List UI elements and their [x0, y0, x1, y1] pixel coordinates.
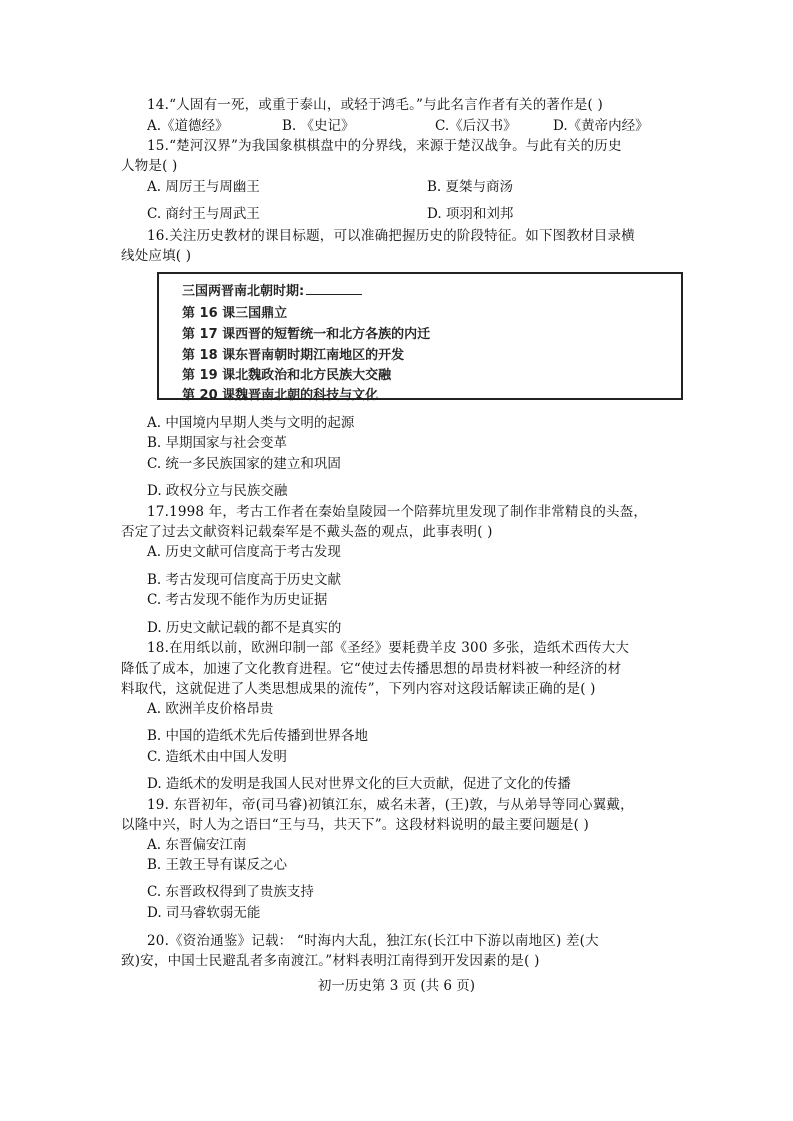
q14-option-d: D.《黄帝内经》 — [553, 118, 649, 134]
q18-stem-line1: 18.在用纸以前，欧洲印制一部《圣经》要耗费羊皮 300 多张，造纸术西传大大 — [147, 640, 630, 656]
q16-option-a: A. 中国境内早期人类与文明的起源 — [147, 415, 355, 431]
q18-option-a: A. 欧洲羊皮价格昂贵 — [147, 701, 274, 717]
q19-stem-line1: 19. 东晋初年，帝(司马睿)初镇江东，威名未著，(王)敦，与从弟导等同心翼戴， — [147, 797, 634, 813]
q15-option-b: B. 夏桀与商汤 — [427, 179, 514, 195]
contents-item: 第 20 课魏晋南北朝的科技与文化 — [182, 388, 379, 403]
contents-heading — [182, 280, 362, 299]
answer-blank — [306, 282, 362, 295]
q16-option-c: C. 统一多民族国家的建立和巩固 — [147, 456, 341, 472]
q15-stem-line1: 15.“楚河汉界”为我国象棋棋盘中的分界线，来源于楚汉战争。与此有关的历史 — [147, 138, 622, 154]
q15-option-d: D. 项羽和刘邦 — [427, 206, 514, 222]
q20-stem-line2: 致)安，中国士民避乱者多南渡江。”材料表明江南得到开发因素的是( ) — [121, 953, 540, 969]
contents-item: 第 16 课三国鼎立 — [182, 306, 288, 321]
q16-option-d: D. 政权分立与民族交融 — [147, 483, 288, 499]
q19-option-b: B. 王敦王导有谋反之心 — [147, 857, 288, 873]
q14-option-b: B. 《史记》 — [282, 118, 355, 134]
q14-option-a: A.《道德经》 — [147, 118, 229, 134]
q16-stem-line1: 16.关注历史教材的课目标题，可以准确把握历史的阶段特征。如下图教材目录横 — [147, 228, 635, 244]
q15-option-a: A. 周厉王与周幽王 — [147, 179, 260, 195]
q20-stem-line1: 20.《资治通鉴》记载： “时海内大乱，独江东(长江中下游以南地区) 差(大 — [147, 933, 599, 949]
q17-stem-line1: 17.1998 年，考古工作者在秦始皇陵园一个陪葬坑里发现了制作非常精良的头盔， — [147, 504, 648, 520]
q18-option-d: D. 造纸术的发明是我国人民对世界文化的巨大贡献，促进了文化的传播 — [147, 776, 571, 792]
q17-option-b: B. 考古发现可信度高于历史文献 — [147, 572, 342, 588]
q17-option-a: A. 历史文献可信度高于考古发现 — [147, 544, 341, 560]
q16-option-b: B. 早期国家与社会变革 — [147, 435, 288, 451]
contents-item: 第 17 课西晋的短暂统一和北方各族的内迁 — [182, 327, 431, 342]
q17-option-c: C. 考古发现不能作为历史证据 — [147, 592, 328, 608]
page-footer: 初一历史第 3 页 (共 6 页) — [317, 978, 476, 994]
q15-stem-line2: 人物是( ) — [121, 158, 178, 174]
contents-heading-text: 三国两晋南北朝时期: — [182, 284, 305, 299]
q19-option-a: A. 东晋偏安江南 — [147, 837, 247, 853]
q14-stem: 14.“人固有一死，或重于泰山，或轻于鸿毛。”与此名言作者有关的著作是( ) — [147, 97, 603, 113]
q19-stem-line2: 以隆中兴，时人为之语曰“王与马，共天下”。这段材料说明的最主要问题是( ) — [121, 817, 590, 833]
q15-option-c: C. 商纣王与周武王 — [147, 206, 260, 222]
q14-option-c: C.《后汉书》 — [435, 118, 517, 134]
q17-stem-line2: 否定了过去文献资料记载秦军是不戴头盔的观点，此事表明( ) — [121, 524, 493, 540]
q18-stem-line2: 降低了成本，加速了文化教育进程。它“使过去传播思想的昂贵材料被一种经济的材 — [121, 661, 622, 677]
q19-option-d: D. 司马睿软弱无能 — [147, 905, 261, 921]
q19-option-c: C. 东晋政权得到了贵族支持 — [147, 884, 314, 900]
textbook-contents-box — [157, 272, 683, 403]
q18-option-c: C. 造纸术由中国人发明 — [147, 749, 287, 765]
contents-item: 第 19 课北魏政治和北方民族大交融 — [182, 368, 392, 383]
q18-option-b: B. 中国的造纸术先后传播到世界各地 — [147, 728, 369, 744]
q18-stem-line3: 料取代，这就促进了人类思想成果的流传”，下列内容对这段话解读正确的是( ) — [121, 681, 596, 697]
contents-item: 第 18 课东晋南朝时期江南地区的开发 — [182, 348, 405, 363]
q16-stem-line2: 线处应填( ) — [121, 248, 192, 264]
q17-option-d: D. 历史文献记载的都不是真实的 — [147, 620, 342, 636]
